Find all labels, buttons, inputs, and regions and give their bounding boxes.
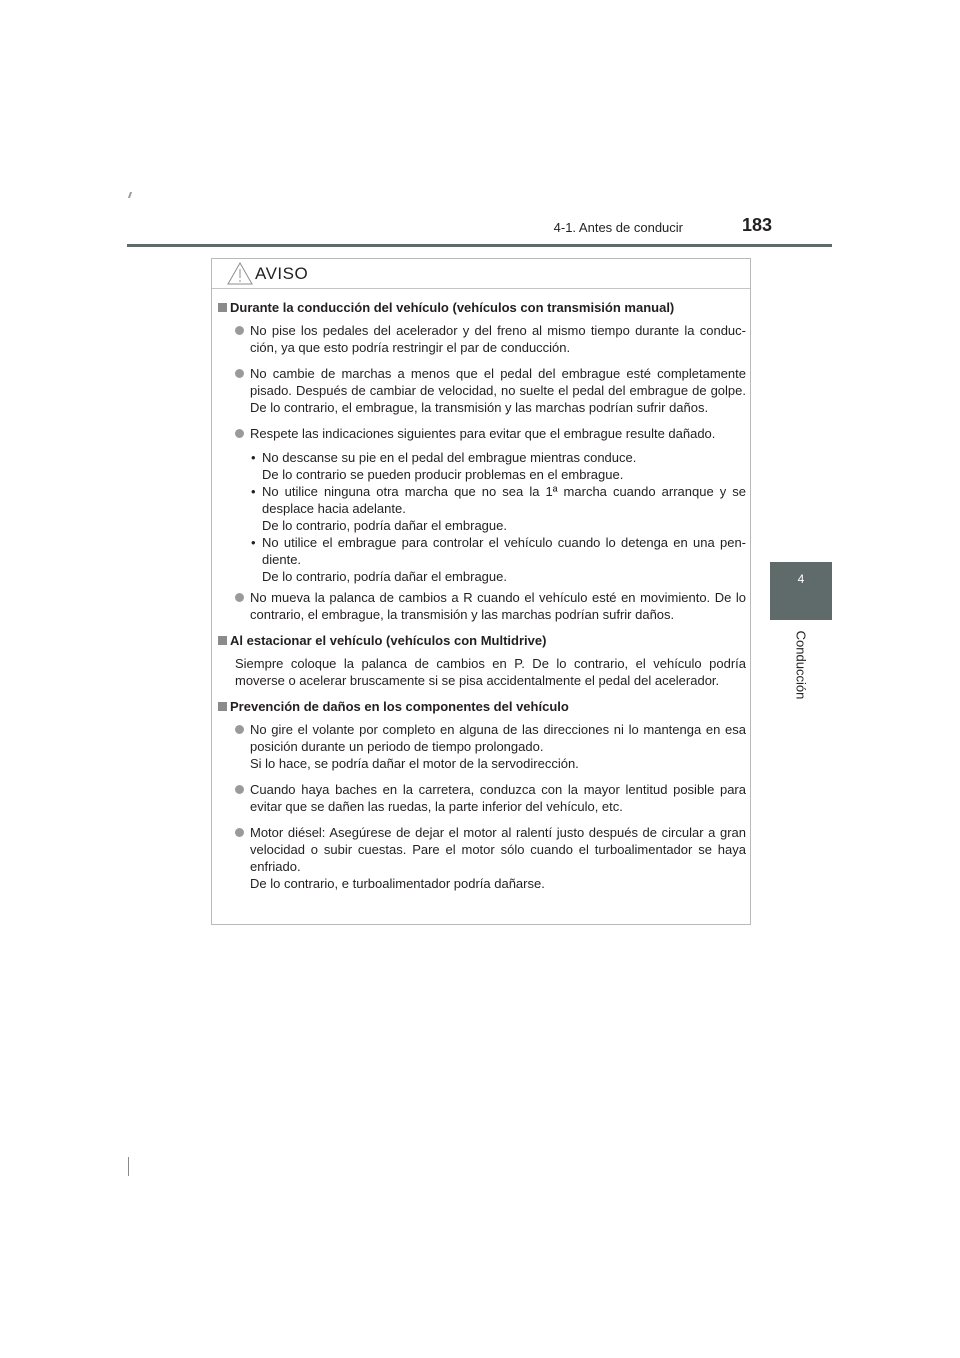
square-icon bbox=[218, 303, 227, 312]
chapter-tab bbox=[770, 562, 832, 620]
bullet-dot-icon bbox=[235, 369, 244, 378]
warning-content bbox=[218, 299, 746, 901]
bullet-dot-icon bbox=[235, 429, 244, 438]
sub-item-line: De lo contrario se pueden producir problemas en el embrague. bbox=[262, 467, 624, 482]
crop-mark-bottom bbox=[128, 1157, 129, 1176]
bullet-dot-icon bbox=[235, 725, 244, 734]
bullet-line: No gire el volante por completo en alguna de las direcciones ni lo mantenga en esa posición durante un periodo de tiempo prolongado. bbox=[250, 722, 746, 754]
section-heading-text: Durante la conducción del vehículo (vehículos con transmisión manual) bbox=[230, 300, 675, 315]
sub-item-marker: • bbox=[251, 535, 256, 550]
section-label: 4-1. Antes de conducir bbox=[553, 220, 683, 235]
section-heading-text: Prevención de daños en los componentes del vehículo bbox=[230, 699, 569, 714]
bullet-dot-icon bbox=[235, 593, 244, 602]
section-heading-components bbox=[218, 698, 746, 715]
sub-list-item bbox=[218, 449, 746, 483]
warning-header bbox=[212, 259, 750, 289]
sub-item-marker: • bbox=[251, 484, 256, 499]
bullet-text: Respete las indicaciones siguientes para evitar que el embrague resulte dañado. bbox=[250, 426, 716, 441]
chapter-title: Conducción bbox=[793, 630, 809, 700]
sub-list bbox=[218, 449, 746, 585]
bullet-line: De lo contrario, e turboalimentador podría dañarse. bbox=[250, 876, 545, 891]
section-heading-manual bbox=[218, 299, 746, 316]
section-heading-multidrive bbox=[218, 632, 746, 649]
bullet-item bbox=[218, 781, 746, 815]
bullet-line: Motor diésel: Asegúrese de dejar el motor al ralentí justo después de circular a gran velocidad o subir cuestas. Pare el motor sólo cuando el turboalimentador se haya enfriado. bbox=[250, 825, 746, 874]
sub-item-line: De lo contrario, podría dañar el embrague. bbox=[262, 569, 507, 584]
bullet-item bbox=[218, 425, 746, 442]
bullet-line: Cuando haya baches en la carretera, conduzca con la mayor lentitud posible para evitar que se dañen las ruedas, la parte inferior del vehículo, etc. bbox=[250, 782, 746, 814]
bullet-text: No cambie de marchas a menos que el pedal del embrague esté completamente pisado. Después de cambiar de velocidad, no suelte el pedal del embrague de golpe. De lo contrario, el embrague, la transmisión y las marchas podrían sufrir daños. bbox=[250, 366, 746, 415]
bullet-dot-icon bbox=[235, 828, 244, 837]
bullet-text: No mueva la palanca de cambios a R cuando el vehículo esté en movimiento. De lo contrario, el embrague, la transmisión y las marchas podrían sufrir daños. bbox=[250, 590, 746, 622]
sub-item-line: No utilice ninguna otra marcha que no sea la 1ª marcha cuando arranque y se desplace hacia adelante. bbox=[262, 484, 746, 516]
square-icon bbox=[218, 636, 227, 645]
warning-title: AVISO bbox=[255, 264, 309, 283]
page-number: 183 bbox=[741, 215, 772, 235]
sub-item-line: No descanse su pie en el pedal del embrague mientras conduce. bbox=[262, 450, 637, 465]
bullet-dot-icon bbox=[235, 326, 244, 335]
warning-triangle-icon bbox=[227, 262, 253, 285]
bullet-item bbox=[218, 365, 746, 416]
chapter-number: 4 bbox=[797, 572, 805, 586]
sub-item-line: No utilice el embrague para controlar el vehículo cuando lo detenga en una pen-diente. bbox=[262, 535, 746, 567]
square-icon bbox=[218, 702, 227, 711]
bullet-item bbox=[218, 824, 746, 892]
bullet-line: Si lo hace, se podría dañar el motor de la servodirección. bbox=[250, 756, 579, 771]
section-paragraph: Siempre coloque la palanca de cambios en P. De lo contrario, el vehículo podría moverse o acelerar bruscamente si se pisa accidentalmente el pedal del acelerador. bbox=[235, 656, 746, 688]
bullet-dot-icon bbox=[235, 785, 244, 794]
bullet-item bbox=[218, 322, 746, 356]
sub-list-item bbox=[218, 534, 746, 585]
sub-item-marker: • bbox=[251, 450, 256, 465]
crop-mark-top bbox=[128, 192, 132, 198]
sub-item-line: De lo contrario, podría dañar el embrague. bbox=[262, 518, 507, 533]
section-heading-text: Al estacionar el vehículo (vehículos con Multidrive) bbox=[230, 633, 547, 648]
warning-box bbox=[211, 258, 751, 925]
bullet-item bbox=[218, 721, 746, 772]
sub-list-item bbox=[218, 483, 746, 534]
bullet-item bbox=[218, 589, 746, 623]
header-rule bbox=[127, 244, 832, 247]
bullet-text: No pise los pedales del acelerador y del freno al mismo tiempo durante la conduc-ción, ya que esto podría restringir el par de conducción. bbox=[250, 323, 746, 355]
